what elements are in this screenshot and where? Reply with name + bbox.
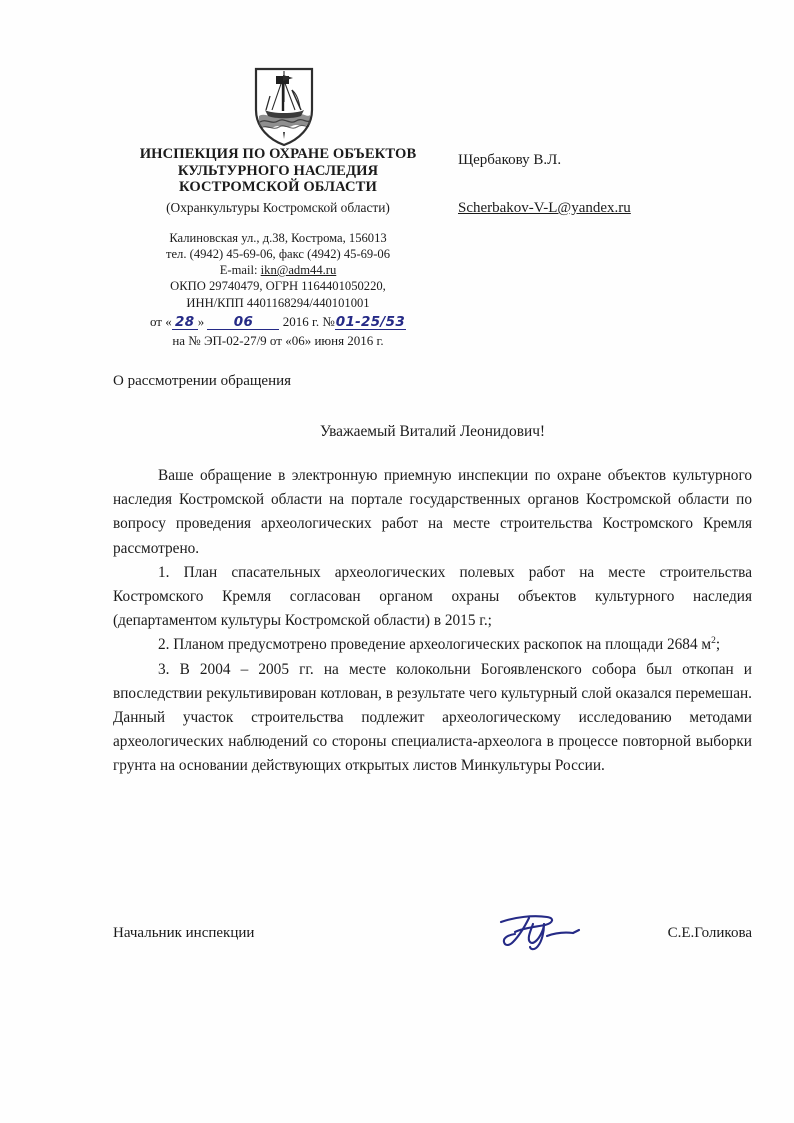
addressee-name: Щербакову В.Л. <box>458 152 562 168</box>
email-line <box>113 262 443 278</box>
email-label: E-mail: <box>219 263 258 278</box>
year-label: 2016 г. <box>282 313 320 329</box>
from-label: от <box>149 313 162 329</box>
phone-fax: тел. (4942) 45-69-06, факс (4942) 45-69-06 <box>165 246 391 261</box>
outgoing-reference-row <box>113 313 443 331</box>
item2-text: 2. Планом предусмотрено проведение археологических раскопок на площади 2684 м <box>158 636 712 654</box>
salutation: Уважаемый Виталий Леонидович! <box>319 423 546 440</box>
quote-close: » <box>197 313 205 329</box>
body-paragraph-item-3: 3. В 2004 – 2005 гг. на месте колокольни Богоявленского собора был откопан и впоследствии рекультивирован котлован, в результате чего культурный слой оказался перемешан. Данный участок строительства подлежит археологическому исследованию методами археологических наблюдений со стороны специалиста-археолога в процессе повторной выборки грунта на основании действующих открытых листов Минкультуры России. <box>113 660 752 775</box>
letter-body <box>113 464 752 779</box>
organization-contacts <box>113 230 443 311</box>
addressee-email-link[interactable]: Scherbakov-V-L@yandex.ru <box>458 200 631 216</box>
letterhead <box>113 146 443 350</box>
organization-title-line: КУЛЬТУРНОГО НАСЛЕДИЯ <box>177 162 379 179</box>
addressee-block <box>458 150 758 218</box>
inn-kpp: ИНН/КПП 4401168294/440101001 <box>186 295 370 310</box>
organization-email-link[interactable]: ikn@adm44.ru <box>260 263 337 278</box>
signatory-name: С.Е.Голикова <box>667 925 752 941</box>
item2-suffix: ; <box>715 636 721 654</box>
number-sign: № <box>322 313 335 329</box>
incoming-reference-row: на № ЭП-02-27/9 от «06» июня 2016 г. <box>172 332 384 348</box>
date-month-handwritten: 06 <box>207 315 279 330</box>
quote-open: « <box>165 313 172 329</box>
date-day-handwritten: 28 <box>172 315 198 330</box>
square-meter-superscript: 2 <box>711 636 716 647</box>
body-paragraph-item-1: 1. План спасательных археологических полевых работ на месте строительства Костромского Кремля согласован органом охраны объектов культурного наследия (департаментом культуры Костромской области) в 2015 г.; <box>113 563 752 630</box>
reference-block <box>113 313 443 350</box>
subject-line: О рассмотрении обращения <box>113 373 292 389</box>
okpo-ogrn: ОКПО 29740479, ОГРН 1164401050220, <box>170 279 386 294</box>
organization-title-line: ИНСПЕКЦИЯ ПО ОХРАНЕ ОБЪЕКТОВ <box>139 146 417 162</box>
organization-title-line: КОСТРОМСКОЙ ОБЛАСТИ <box>179 179 377 196</box>
organization-subtitle: (Охранкультуры Костромской области) <box>166 199 390 215</box>
signatory-role: Начальник инспекции <box>113 925 255 941</box>
handwritten-signature-icon <box>489 908 597 956</box>
organization-title <box>113 146 443 196</box>
body-paragraph-item-2 <box>113 633 752 657</box>
postal-address: Калиновская ул., д.38, Кострома, 156013 <box>169 230 387 245</box>
coat-of-arms-icon <box>252 66 316 148</box>
body-paragraph: Ваше обращение в электронную приемную инспекции по охране объектов культурного наследия Костромской области на портале государственных органов Костромской области по вопросу проведения археологических работ на месте строительства Костромского Кремля рассмотрено. <box>113 467 752 557</box>
outgoing-number-handwritten: 01-25/53 <box>335 313 406 330</box>
